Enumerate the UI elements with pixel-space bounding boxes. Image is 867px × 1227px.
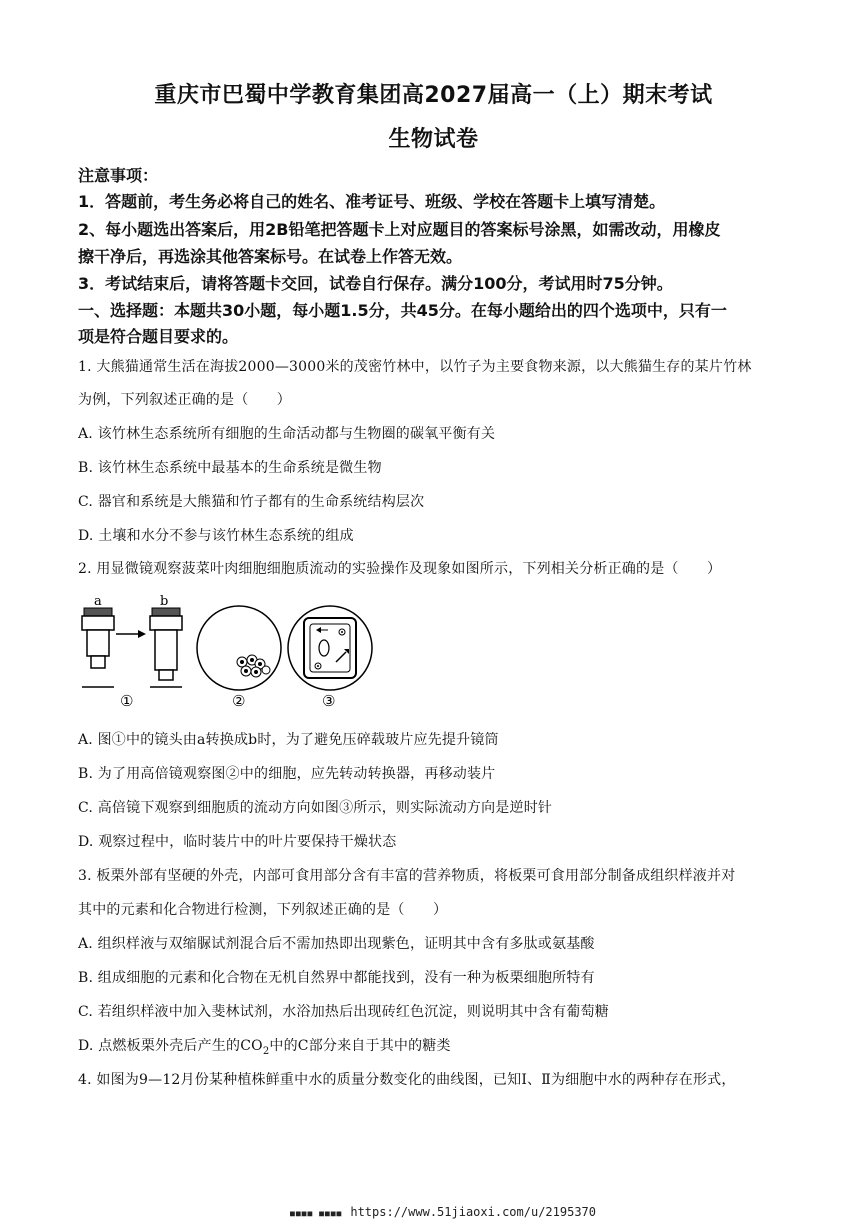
question-2-option-b: B. 为了用高倍镜观察图②中的细胞，应先转动转换器，再移动装片 — [78, 766, 496, 782]
question-3-option-d — [78, 1035, 451, 1057]
question-1-stem-line1: 1. 大熊猫通常生活在海拔2000—3000米的茂密竹林中，以竹子为主要食物来源，以大熊猫生存的某片竹林 — [78, 359, 752, 375]
question-3-option-a: A. 组织样液与双缩脲试剂混合后不需加热即出现紫色，证明其中含有多肽或氨基酸 — [78, 936, 595, 952]
figure-number-2: ② — [232, 692, 246, 710]
footer-url[interactable]: https://www.51jiaoxi.com/u/2195370 — [350, 1205, 596, 1219]
section-heading-line1: 一、选择题：本题共30小题，每小题1.5分，共45分。在每小题给出的四个选项中，只有一 — [78, 301, 727, 320]
field-of-view-2 — [197, 606, 281, 690]
label-b: b — [160, 594, 169, 609]
notes-heading: 注意事项： — [78, 166, 159, 185]
question-3-option-b: B. 组成细胞的元素和化合物在无机自然界中都能找到，没有一种为板栗细胞所特有 — [78, 970, 595, 986]
exam-title: 重庆市巴蜀中学教育集团高2027届高一（上）期末考试 — [154, 83, 713, 108]
figure-number-3: ③ — [322, 692, 336, 710]
microscope-figure — [74, 590, 394, 710]
question-2-option-d: D. 观察过程中，临时装片中的叶片要保持干燥状态 — [78, 834, 397, 850]
label-a: a — [94, 594, 102, 609]
q3-d-subscript: 2 — [262, 1045, 270, 1057]
question-1-option-c: C. 器官和系统是大熊猫和竹子都有的生命系统结构层次 — [78, 494, 425, 510]
note-item-2-line1: 2、每小题选出答案后，用2B铅笔把答题卡上对应题目的答案标号涂黑，如需改动，用橡皮 — [78, 220, 721, 239]
section-heading-line2: 项是符合题目要求的。 — [78, 327, 239, 346]
question-2-stem: 2. 用显微镜观察菠菜叶肉细胞细胞质流动的实验操作及现象如图所示，下列相关分析正确的是（ ） — [78, 561, 722, 577]
note-item-1: 1．答题前，考生务必将自己的姓名、准考证号、班级、学校在答题卡上填写清楚。 — [78, 192, 666, 211]
q3-d-text-pre: D. 点燃板栗外壳后产生的CO — [78, 1038, 263, 1054]
footer-watermark — [290, 1205, 596, 1219]
question-1-option-b: B. 该竹林生态系统中最基本的生命系统是微生物 — [78, 460, 382, 476]
question-2-option-a: A. 图①中的镜头由a转换成b时，为了避免压碎载玻片应先提升镜筒 — [78, 732, 499, 748]
microscope-figure-svg — [74, 590, 394, 710]
footer-mark: ■■■■ ■■■■ — [290, 1209, 343, 1218]
question-1-stem-line2: 为例，下列叙述正确的是（ ） — [78, 392, 291, 408]
objective-lens-b — [150, 608, 182, 680]
question-3-stem-line2: 其中的元素和化合物进行检测，下列叙述正确的是（ ） — [78, 902, 448, 918]
flowing-cell — [304, 618, 356, 678]
note-item-2-line2: 擦干净后，再选涂其他答案标号。在试卷上作答无效。 — [78, 247, 463, 266]
question-3-stem-line1: 3. 板栗外部有坚硬的外壳，内部可食用部分含有丰富的营养物质，将板栗可食用部分制备成组织样液并对 — [78, 868, 736, 884]
objective-lens-a — [82, 608, 114, 668]
note-item-3: 3．考试结束后，请将答题卡交回，试卷自行保存。满分100分，考试用时75分钟。 — [78, 274, 673, 293]
question-2-option-c: C. 高倍镜下观察到细胞质的流动方向如图③所示，则实际流动方向是逆时针 — [78, 800, 553, 816]
question-1-option-a: A. 该竹林生态系统所有细胞的生命活动都与生物圈的碳氧平衡有关 — [78, 426, 496, 442]
question-1-option-d: D. 土壤和水分不参与该竹林生态系统的组成 — [78, 528, 354, 544]
exam-subtitle: 生物试卷 — [388, 127, 479, 152]
question-4-stem-line1: 4. 如图为9—12月份某种植株鲜重中水的质量分数变化的曲线图，已知Ⅰ、Ⅱ为细胞中水的两种存在形式， — [78, 1072, 736, 1088]
question-3-option-c: C. 若组织样液中加入斐林试剂，水浴加热后出现砖红色沉淀，则说明其中含有葡萄糖 — [78, 1004, 609, 1020]
figure-number-1: ① — [120, 692, 134, 710]
q3-d-text-post: 中的C部分来自于其中的糖类 — [269, 1038, 451, 1054]
